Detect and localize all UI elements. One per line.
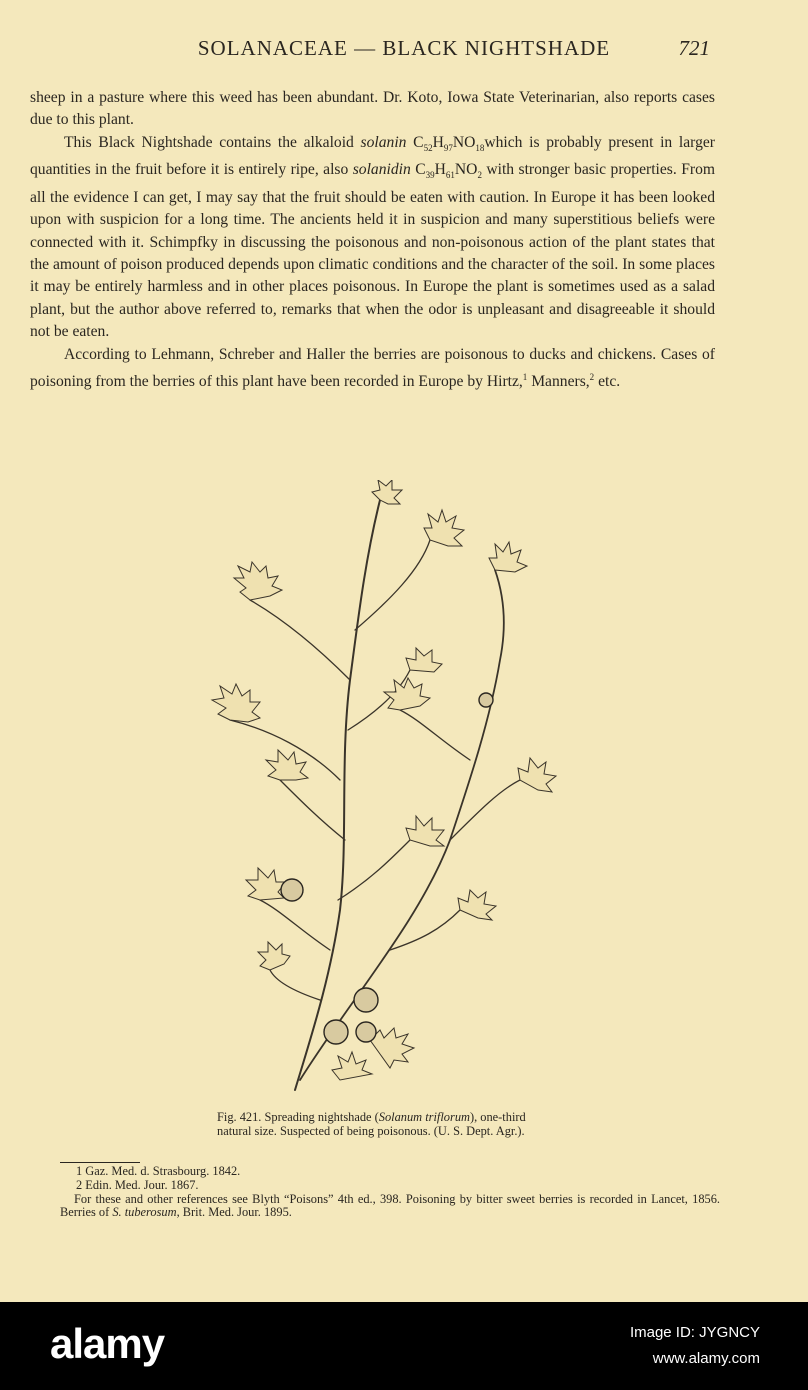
footnote-ref-1: 1 xyxy=(522,372,528,383)
footnotes xyxy=(60,1162,720,1220)
caption-text-b: ), one-third natural size. Suspected of being poisonous. (U. S. Dept. Agr.). xyxy=(217,1110,526,1138)
p2-text-b: which is probably present in larger quantities in the fruit before it is entirely ripe, also xyxy=(30,133,715,179)
footnote-3 xyxy=(60,1193,720,1221)
p3-text-c: etc. xyxy=(594,373,621,391)
paragraph-2 xyxy=(30,132,715,344)
fn3-italic: S. tuberosum xyxy=(112,1205,177,1220)
fn3-text-b: , Brit. Med. Jour. 1895. xyxy=(176,1205,292,1220)
figure-caption xyxy=(217,1110,547,1138)
page-number: 721 xyxy=(678,36,710,60)
term-solanidin: solanidin xyxy=(352,161,411,179)
alamy-logo: alamy xyxy=(50,1320,165,1367)
paragraph-1: sheep in a pasture where this weed has been abundant. Dr. Koto, Iowa State Veterinarian, also reports cases due to this plant. xyxy=(30,89,715,129)
caption-latin-name: Solanum triflorum xyxy=(378,1110,470,1124)
caption-text-a: Fig. 421. Spreading nightshade ( xyxy=(217,1110,379,1124)
term-solanin: solanin xyxy=(360,133,407,151)
banner-url: www.alamy.com xyxy=(652,1350,760,1367)
footnote-2: 2 Edin. Med. Jour. 1867. xyxy=(76,1177,199,1192)
stock-banner xyxy=(0,1302,808,1390)
image-id: Image ID: JYGNCY xyxy=(629,1324,760,1341)
formula-solanidin: $C_{39}H_{61}NO_2$ xyxy=(415,161,482,181)
p2-text-a: This Black Nightshade contains the alkaloid xyxy=(64,133,361,151)
footnote-rule xyxy=(60,1162,140,1163)
footnote-ref-2: 2 xyxy=(589,372,595,383)
running-head xyxy=(0,36,808,66)
body-text xyxy=(30,87,715,394)
p3-text-a: According to Lehmann, Schreber and Haller the berries are poisonous to ducks and chickens. Cases of poisoning from the berries of this plant have been recorded in Europe by Hirtz, xyxy=(30,345,715,391)
p2-text-c: with stronger basic properties. From all the evidence I can get, I may say that the fruit should be eaten with caution. In Europe it has been looked upon with suspicion for a long time. The ancients held it in suspicion and many superstitious beliefs were connected with it. Schimpfky in discussing the poisonous and non-poisonous action of the plant states that the amount of poison produced depends upon climatic conditions and the character of the soil. In some places it may be entirely harmless and in other places poisonous. In Europe the plant is sometimes used as a salad plant, but the author above referred to, remarks that when the odor is unpleasant and disagreeable it should not be eaten. xyxy=(30,161,715,341)
p3-text-b: Manners, xyxy=(527,373,590,391)
footnote-1: 1 Gaz. Med. d. Strasbourg. 1842. xyxy=(76,1164,241,1178)
formula-solanin: $C_{52}H_{97}NO_{18}$ xyxy=(413,133,485,153)
running-title: SOLANACEAE — BLACK NIGHTSHADE xyxy=(197,36,611,60)
fn3-text-a: For these and other references see Blyth “Poisons” 4th ed., 398. Poisoning by bitter sweet berries is recorded in Lancet, 1856. Berries of xyxy=(60,1191,720,1220)
paragraph-3 xyxy=(30,344,715,394)
nightshade-illustration xyxy=(190,480,570,1100)
